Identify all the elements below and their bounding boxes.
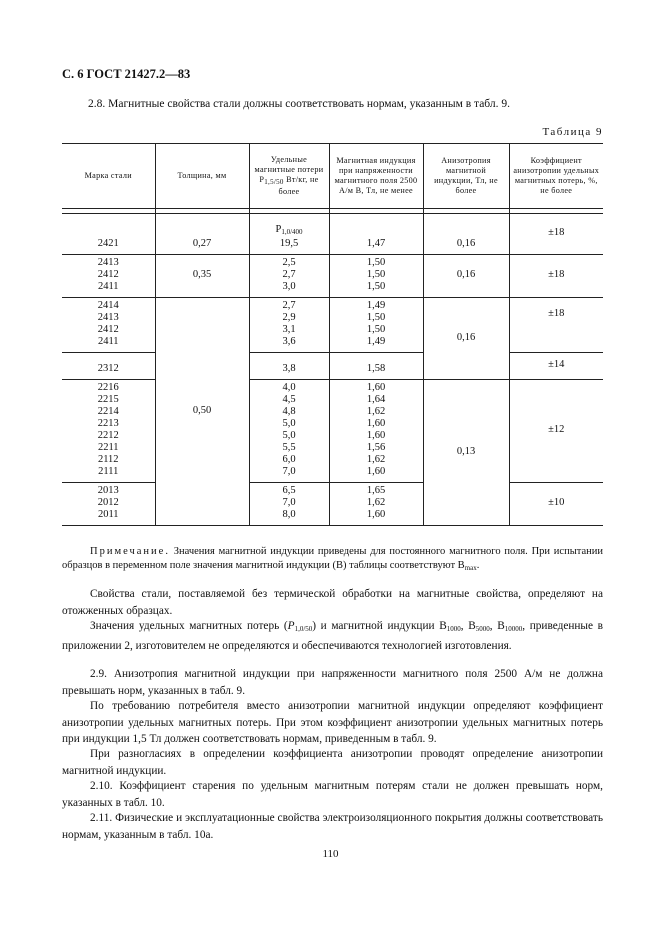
grade-cell: 2421 (62, 214, 155, 255)
paragraph-disagreement: При разногласиях в определении коэффициента анизотропии проводят определение анизотропии магнитной индукции. (62, 748, 603, 777)
loss-header-text: Удельные магнитные потери P (254, 154, 324, 185)
loss-cell: 2,7 2,9 3,1 3,6 (249, 298, 329, 353)
paragraph-2-9: 2.9. Анизотропия магнитной индукции при напряженности магнитного поля 2500 А/м не должна превышать норм, указанных в табл. 9. (62, 668, 603, 697)
loss-cell: 3,8 (249, 353, 329, 380)
grade-cell: 2013 2012 2011 (62, 483, 155, 526)
magnetic-properties-table (62, 143, 603, 526)
induction-cell: 1,60 1,64 1,62 1,60 1,60 1,56 1,62 1,60 (329, 380, 423, 483)
paragraph-2-10: 2.10. Коэффициент старения по удельным магнитным потерям стали не должен превышать норм, указанных в табл. 10. (62, 780, 603, 809)
note-sub: max (464, 564, 477, 572)
col-header-coef: Коэффициент анизотропии удельных магнитных потерь, %, не более (513, 155, 600, 196)
grade-cell: 2414 2413 2412 2411 (62, 298, 155, 353)
table-row-2312 (62, 353, 603, 380)
anisotropy-cell: 0,13 (423, 380, 509, 526)
paragraph-consumer-request: По требованию потребителя вместо анизотропии магнитной индукции определяют коэффициент анизотропии удельных магнитных потерь. При этом коэффициент анизотропии удельных магнитных потерь при индукции 1,5 Тл должен соответствовать нормам, приведенным в табл. 9. (62, 700, 603, 745)
induction-cell: 1,65 1,62 1,60 (329, 483, 423, 526)
col-header-thickness: Толщина, мм (155, 144, 249, 209)
induction-cell: 1,50 1,50 1,50 (329, 255, 423, 298)
table-row-group-035 (62, 255, 603, 298)
loss-cell: 4,0 4,5 4,8 5,0 5,0 5,5 6,0 7,0 (249, 380, 329, 483)
table-row-2421 (62, 214, 603, 255)
coef-cell: ±18 (548, 227, 565, 238)
anisotropy-cell: 0,16 (423, 214, 509, 255)
note-text: Значения магнитной индукции приведены для постоянного магнитного поля. При испытании образцов в переменном поле значения магнитной индукции (В) таблицы соответствуют B (62, 546, 603, 571)
thickness-cell: 0,27 (155, 214, 249, 255)
loss-cell: 2,5 2,7 3,0 (249, 255, 329, 298)
table-row-group-050-a (62, 298, 603, 353)
page-header: С. 6 ГОСТ 21427.2—83 (62, 67, 191, 81)
section-2-8-intro: 2.8. Магнитные свойства стали должны соответствовать нормам, указанным в табл. 9. (88, 98, 510, 110)
induction-cell: 1,58 (329, 353, 423, 380)
col-header-loss (249, 144, 329, 209)
col-header-induction: Магнитная индукция при напряженности магнитного поля 2500 А/м В, Тл, не менее (329, 144, 423, 209)
table-note: Примечание. Значения магнитной индукции приведены для постоянного магнитного поля. При испытании образцов в переменном поле значения магнитной индукции (В) таблицы соответствуют $B_{max}$. (62, 546, 603, 572)
loss-cell: $P_{1,0/400}$ 19,5 (249, 214, 329, 255)
grade-cell: 2216 2215 2214 2213 2212 2211 2112 2111 (62, 380, 155, 483)
table-header-row (62, 144, 603, 209)
loss-header-sub: 1,5/50 (264, 178, 284, 187)
table-row-group-050-c (62, 483, 603, 526)
p400-label: $P_{1,0/400}$ (275, 224, 303, 236)
coef-cell: ±10 (548, 497, 565, 508)
coef-cell: ±14 (548, 359, 565, 370)
paragraph-unannealed: Свойства стали, поставляемой без термической обработки на магнитные свойства, определяют на отожженных образцах. (62, 588, 603, 617)
table-row-group-050-b (62, 380, 603, 483)
loss-cell: 6,5 7,0 8,0 (249, 483, 329, 526)
col-header-anisotropy: Анизотропия магнитной индукции, Тл, не более (423, 144, 509, 209)
anisotropy-cell: 0,16 (423, 298, 509, 380)
anisotropy-cell: 0,16 (423, 255, 509, 298)
grade-cell: 2413 2412 2411 (62, 255, 155, 298)
induction-cell: 1,47 (329, 214, 423, 255)
paragraph-2-11: 2.11. Физические и эксплуатационные свойства электроизоляционного покрытия должны соответствовать нормам, указанным в табл. 10а. (62, 812, 603, 841)
coef-cell: ±12 (548, 424, 565, 435)
coef-cell: ±18 (548, 269, 565, 280)
thickness-cell: 0,50 (155, 298, 249, 526)
note-label: Примечание. (90, 546, 170, 557)
induction-cell: 1,49 1,50 1,50 1,49 (329, 298, 423, 353)
loss-header-unit: Вт/кг, не более (278, 175, 319, 196)
coef-cell: ±18 (548, 308, 565, 319)
table-caption: Таблица 9 (542, 126, 603, 138)
paragraph-appendix-2: Значения удельных магнитных потерь $(P_{1,0/50})$ и магнитной индукции $B_{1000}$, $B_{5000}$, $B_{10000}$, приведенные в приложении 2, изготовителем не определяются и обеспечиваются технологией изготовления. (62, 620, 604, 652)
grade-cell: 2312 (62, 353, 155, 380)
page-number: 110 (322, 848, 339, 860)
thickness-cell: 0,35 (155, 255, 249, 298)
col-header-grade: Марка стали (62, 144, 155, 209)
